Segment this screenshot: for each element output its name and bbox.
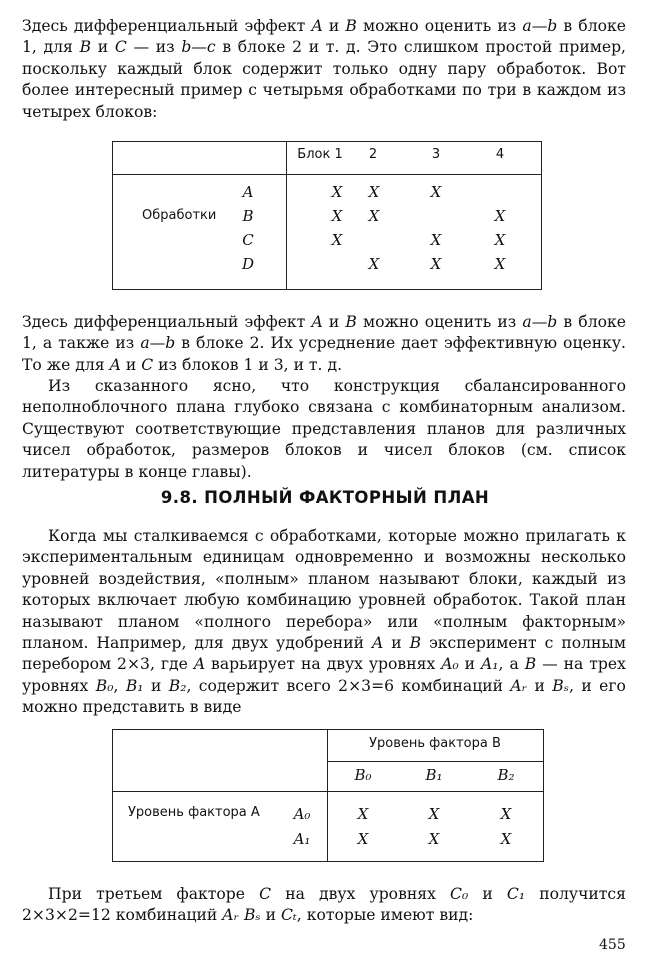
page-number: 455 (599, 937, 626, 953)
table1-cell: X (494, 207, 506, 225)
table2-header-rule (112, 791, 544, 792)
table2-cell: X (357, 830, 369, 848)
table1-row-label: A (242, 183, 254, 201)
table1-cell: X (331, 183, 343, 201)
table2-column-header: B₂ (497, 766, 515, 784)
paragraph-factorial: Когда мы сталкиваемся с обработками, которые можно прилагать к экспериментальным единицам одновременно и возможны несколько уровней воздействия, «полным» планом называют блоки, каждый из которых включает любую комбинацию уровней обработок. Такой план называют планом «полного перебора» или «полным факторным» планом. Например, для двух удобрений A и B эксперимент с полным перебором 2×3, где A варьирует на двух уровнях A₀ и A₁, а B — на трех уровнях B₀, B₁ и B₂, содержит всего 2×3=6 комбинаций Aᵣ и Bₛ, и его можно представить в виде (22, 527, 626, 717)
table2-row-label: A₁ (293, 830, 311, 848)
table1-cell: X (494, 255, 506, 273)
table1-cell: X (494, 231, 506, 249)
paragraph-averaging: Здесь дифференциальный эффект A и B можно оценить из a—b в блоке 1, а также из a—b в блоке 2. Их усреднение дает эффективную оценку. То же для A и C из блоков 1 и 3, и т. д. (22, 313, 626, 374)
table2-cell: X (428, 830, 440, 848)
paragraph-third-factor: При третьем факторе C на двух уровнях C₀ и C₁ получится 2×3×2=12 комбинаций Aᵣ Bₛ и Cₜ, которые имеют вид: (22, 885, 626, 925)
table2-cell: X (500, 805, 512, 823)
table1-column-rule (286, 141, 287, 289)
paragraph-intro: Здесь дифференциальный эффект A и B можно оценить из a—b в блоке 1, для B и C — из b—c в блоке 2 и т. д. Это слишком простой пример, поскольку каждый блок содержит только одну пару обработок. Вот более интересный пример с четырьмя обработками по три в каждом из четырех блоков: (22, 17, 627, 121)
table1-row-group-label: Обработки (142, 208, 217, 223)
table1-cell: X (331, 231, 343, 249)
table2-cell: X (428, 805, 440, 823)
paragraph-combinatorics: Из сказанного ясно, что конструкция сбалансированного неполноблочного плана глубоко связана с комбинаторным анализом. Существуют соответствующие представления планов для различных чисел обработок, размеров блоков и чисел блоков (см. список литературы в конце главы). (22, 377, 626, 481)
table2-column-header: B₁ (425, 766, 443, 784)
section-title: 9.8. ПОЛНЫЙ ФАКТОРНЫЙ ПЛАН (160, 488, 490, 507)
table1-row-label: D (241, 255, 255, 273)
table1-cell: X (368, 207, 380, 225)
table2-row-label: A₀ (293, 805, 311, 823)
table2-row-group-label: Уровень фактора A (128, 805, 260, 820)
table2-cell: X (500, 830, 512, 848)
table1-header-block1: Блок 1 (297, 147, 343, 162)
table1-cell: X (368, 183, 380, 201)
table1-header-block4: 4 (495, 147, 505, 162)
table2-header-group: Уровень фактора B (369, 736, 501, 751)
table2-group-rule (327, 761, 543, 762)
table1-header-block3: 3 (431, 147, 441, 162)
table2-cell: X (357, 805, 369, 823)
table1-cell: X (331, 207, 343, 225)
table1-cell: X (430, 231, 442, 249)
table1-cell: X (368, 255, 380, 273)
table1-header-rule (112, 174, 542, 175)
table1-cell: X (430, 183, 442, 201)
table2-column-header: B₀ (354, 766, 372, 784)
table2-column-rule (327, 729, 328, 861)
table1-row-label: B (242, 207, 254, 225)
table1-cell: X (430, 255, 442, 273)
table1-row-label: C (242, 231, 254, 249)
table1-header-block2: 2 (368, 147, 378, 162)
